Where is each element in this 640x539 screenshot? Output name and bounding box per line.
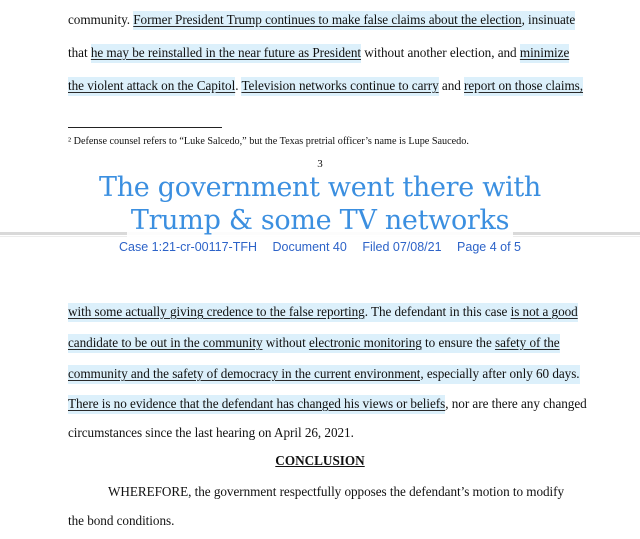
body-line-3: [68, 78, 583, 94]
highlighted-text: , especially after only 60 days.: [420, 365, 579, 384]
highlighted-text: minimize: [520, 44, 569, 63]
highlighted-text: There is no evidence that the defendant has changed his views or beliefs: [68, 395, 445, 414]
text-segment: WHEREFORE, the government respectfully opposes the defendant’s motion to modify: [108, 484, 565, 499]
caption-line-1: The government went there with: [95, 171, 545, 204]
highlighted-text: , insinuate: [522, 11, 576, 30]
closing-line-2: [68, 513, 174, 529]
caption-line-2: Trump & some TV networks: [127, 204, 513, 237]
highlighted-text: report on those claims,: [464, 77, 583, 96]
body-line-4: [68, 304, 578, 320]
text-segment: , nor are there any changed: [445, 396, 587, 411]
highlighted-text: without: [263, 334, 309, 353]
case-header: [0, 240, 640, 255]
body-line-8: [68, 425, 354, 441]
body-line-2: [68, 45, 569, 61]
highlighted-text: Television networks continue to carry: [241, 77, 438, 96]
highlighted-text: to ensure the: [422, 334, 495, 353]
text-segment: and: [438, 78, 465, 93]
highlighted-text: community and the safety of democracy in the current environment: [68, 365, 420, 384]
text-segment: that: [68, 45, 91, 60]
text-segment: without another election, and: [361, 45, 520, 60]
body-line-7: [68, 396, 587, 412]
text-segment: community.: [68, 12, 134, 27]
conclusion-heading: CONCLUSION: [275, 453, 365, 468]
filed-date: Filed 07/08/21: [362, 240, 442, 254]
highlighted-text: candidate to be out in the community: [68, 334, 263, 353]
text-segment: circumstances since the last hearing on April 26, 2021.: [68, 425, 354, 440]
overlay-caption: [0, 171, 640, 237]
body-line-1: [68, 12, 575, 28]
text-segment: .: [235, 78, 242, 93]
document-number: Document 40: [272, 240, 347, 254]
case-number: Case 1:21-cr-00117-TFH: [118, 240, 257, 254]
highlighted-text: . The defendant in this case: [365, 303, 511, 322]
page-indicator: Page 4 of 5: [457, 240, 521, 254]
closing-line-1: [108, 484, 564, 500]
footnote: ² Defense counsel refers to “Luke Salcedo,” but the Texas pretrial officer’s name is Lupe Saucedo.: [68, 136, 469, 147]
highlighted-text: electronic monitoring: [309, 334, 422, 353]
body-line-5: [68, 335, 560, 351]
highlighted-text: the violent attack on the Capitol: [68, 77, 235, 96]
highlighted-text: with some actually giving credence to the false reporting: [68, 303, 365, 322]
highlighted-text: is not a good: [511, 303, 578, 322]
footnote-divider: [68, 127, 222, 128]
highlighted-text: Former President Trump continues to make false claims about the election: [133, 11, 521, 30]
page-number: 3: [317, 158, 323, 170]
highlighted-text: safety of the: [495, 334, 560, 353]
body-line-6: [68, 366, 580, 382]
highlighted-text: he may be reinstalled in the near future as President: [91, 44, 361, 63]
text-segment: the bond conditions.: [68, 513, 175, 528]
